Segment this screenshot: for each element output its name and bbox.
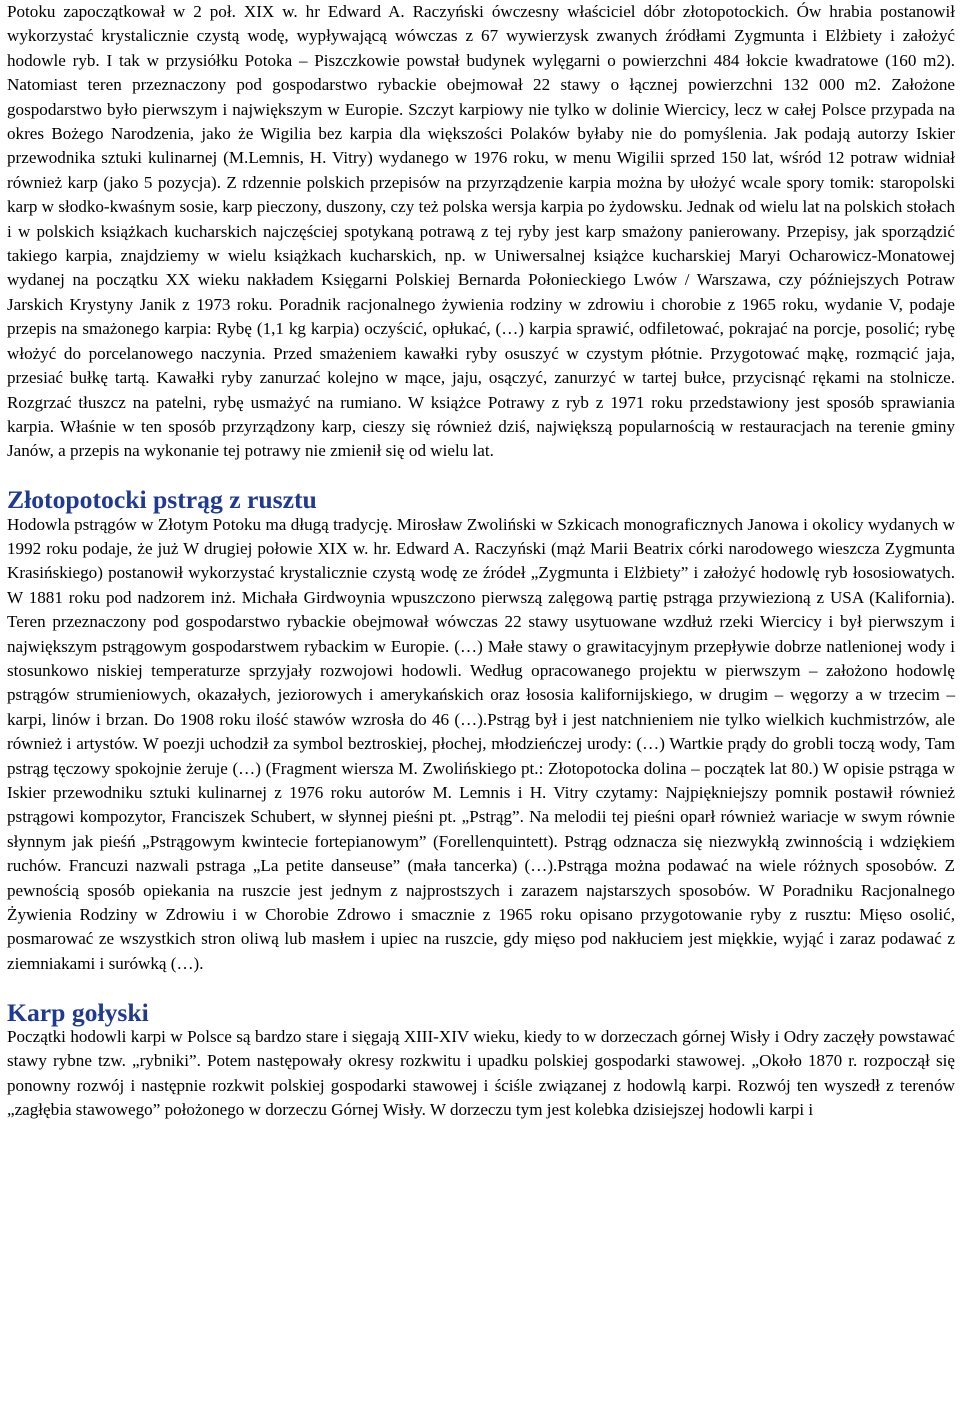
- section-paragraph: Hodowla pstrągów w Złotym Potoku ma długą tradycję. Mirosław Zwoliński w Szkicach monograficznych Janowa i okolicy wydanych w 1992 roku podaje, że już W drugiej połowie XIX w. hr. Edward A. Raczyński (mąż Marii Beatrix córki narodowego wieszcza Zygmunta Krasińskiego) postanowił wykorzystać krystalicznie czystą wodę ze źródeł „Zygmunta i Elżbiety” i założyć hodowlę ryb łososiowatych. W 1881 roku pod nadzorem inż. Michała Girdwoynia wpuszczono pierwszą zalęgową partię pstrąga przywiezioną z USA (Kalifornia). Teren przeznaczony pod gospodarstwo rybackie obejmował wówczas 22 stawy usytuowane wzdłuż rzeki Wiercicy i był pierwszym i największym pstrągowym gospodarstwem rybackim w Europie. (…) Małe stawy o grawitacyjnym przepływie dobrze natlenionej wody i stosunkowo niskiej temperaturze sprzyjały rozwojowi hodowli. Według opracowanego projektu w pierwszym – założono hodowlę pstrągów strumieniowych, okazałych, jeziorowych i amerykańskich oraz łososia kalifornijskiego, w drugim – węgorzy a w trzecim – karpi, linów i brzan. Do 1908 roku ilość stawów wzrosła do 46 (…).Pstrąg był i jest natchnieniem nie tylko wielkich kuchmistrzów, ale również i artystów. W poezji uchodził za symbol beztroskiej, płochej, młodzieńczej urody: (…) Wartkie prądy do grobli toczą wody, Tam pstrąg tęczowy spokojnie żeruje (…) (Fragment wiersza M. Zwolińskiego pt.: Złotopotocka dolina – początek lat 80.) W opisie pstrąga w Iskier przewodniku sztuki kulinarnej z 1976 roku autorów M. Lemnis i H. Vitry czytamy: Najpiękniejszy pomnik postawił również pstrągowi kompozytor, Franciszek Schubert, w słynnej pieśni pt. „Pstrąg”. Na melodii tej pieśni oparł również wariacje w swym równie słynnym jak pieśń „Pstrągowym kwintecie fortepianowym” (Forellenquintett). Pstrąg odznacza się niezwykłą zwinnością i wdziękiem ruchów. Francuzi nazwali pstraga „La petite danseuse” (mała tancerka) (…).Pstrąga można podawać na wiele różnych sposobów. Z pewnością sposób opiekania na ruszcie jest jednym z najprostszych i zarazem najstarszych sposobów. W Poradniku Racjonalnego Żywienia Rodziny w Zdrowiu i w Chorobie Zdrowo i smacznie z 1965 roku opisano przygotowanie ryby z rusztu: Mięso osolić, posmarować ze wszystkich stron oliwą lub masłem i upiec na ruszcie, gdy mięso pod nakłuciem jest miękkie, wyjąć i zaraz podawać z ziemniakami i surówką (…).: [7, 514, 955, 973]
- section-heading: Karp gołyski: [7, 997, 149, 1027]
- section-heading: Złotopotocki pstrąg z rusztu: [7, 485, 317, 515]
- document-page: [7, 0, 955, 1123]
- section-zlotopotocki-pstrag: [7, 485, 955, 976]
- section-paragraph: Początki hodowli karpi w Polsce są bardzo stare i sięgają XIII-XIV wieku, kiedy to w dorzeczach górnej Wisły i Odry zaczęły powstawać stawy rybne tzw. „rybniki”. Potem następowały okresy rozkwitu i upadku polskiej gospodarki stawowej. „Około 1870 r. rozpoczął się ponowny rozwój i następnie rozkwit polskiej gospodarki stawowej i ściśle związanej z hodowlą karpi. Rozwój ten wyszedł z terenów „zagłębia stawowego” położonego w dorzeczu Górnej Wisły. W dorzeczu tym jest kolebka dzisiejszej hodowli karpi i: [7, 1027, 955, 1120]
- section-karp-golyski: [7, 997, 955, 1123]
- intro-paragraph: Potoku zapoczątkował w 2 poł. XIX w. hr Edward A. Raczyński ówczesny właściciel dóbr złotopotockich. Ów hrabia postanowił wykorzystać krystalicznie czystą wodę, wypływającą wówczas z 67 wywierzysk zwanych źródłami Zygmunta i Elżbiety i założyć hodowle ryb. I tak w przysiółku Potoka – Piszczkowie powstał budynek wylęgarni o powierzchni 484 łokcie kwadratowe (160 m2). Natomiast teren przeznaczony pod gospodarstwo rybackie obejmował 22 stawy o łącznej powierzchni 132 000 m2. Założone gospodarstwo było pierwszym i największym w Europie. Szczyt karpiowy nie tylko w dolinie Wiercicy, lecz w całej Polsce przypada na okres Bożego Narodzenia, jako że Wigilia bez karpia dla większości Polaków byłaby nie do pomyślenia. Jak podają autorzy Iskier przewodnika sztuki kulinarnej (M.Lemnis, H. Vitry) wydanego w 1976 roku, w menu Wigilii sprzed 150 lat, wśród 12 potraw widniał również karp (jako 5 pozycja). Z rdzennie polskich przepisów na przyrządzenie karpia można by ułożyć wcale spory tomik: staropolski karp w słodko-kwaśnym sosie, karp pieczony, duszony, czy też polska wersja karpia po żydowsku. Jednak od wielu lat na polskich stołach i w polskich książkach kucharskich najczęściej spotykaną potrawą z tej ryby jest karp smażony panierowany. Przepisy, jak sporządzić takiego karpia, znajdziemy w wielu książkach kucharskich, np. w Uniwersalnej książce kucharskiej Maryi Ocharowicz-Monatowej wydanej na początku XX wieku nakładem Księgarni Polskiej Bernarda Połonieckiego Lwów / Warszawa, czy późniejszych Potraw Jarskich Krystyny Janik z 1973 roku. Poradnik racjonalnego żywienia rodziny w zdrowiu i chorobie z 1965 roku, wydanie V, podaje przepis na smażonego karpia: Rybę (1,1 kg karpia) oczyścić, opłukać, (…) karpia sprawić, odfiletować, pokrajać na porcje, posolić; rybę włożyć do porcelanowego naczynia. Przed smażeniem kawałki ryby osuszyć w czystym płótnie. Przygotować mąkę, rozmącić jaja, przesiać bułkę tartą. Kawałki ryby zanurzać kolejno w mące, jaju, osączyć, zanurzyć w tartej bułce, przycisnąć rękami na stolnicze. Rozgrzać tłuszcz na patelni, rybę usmażyć na rumiano. W książce Potrawy z ryb z 1971 roku przedstawiony jest sposób sprawiania karpia. Właśnie w ten sposób przyrządzony karp, cieszy się również dziś, największą popularnością w restauracjach na terenie gminy Janów, a przepis na wykonanie tej potrawy nie zmienił się od wielu lat.: [7, 2, 955, 461]
